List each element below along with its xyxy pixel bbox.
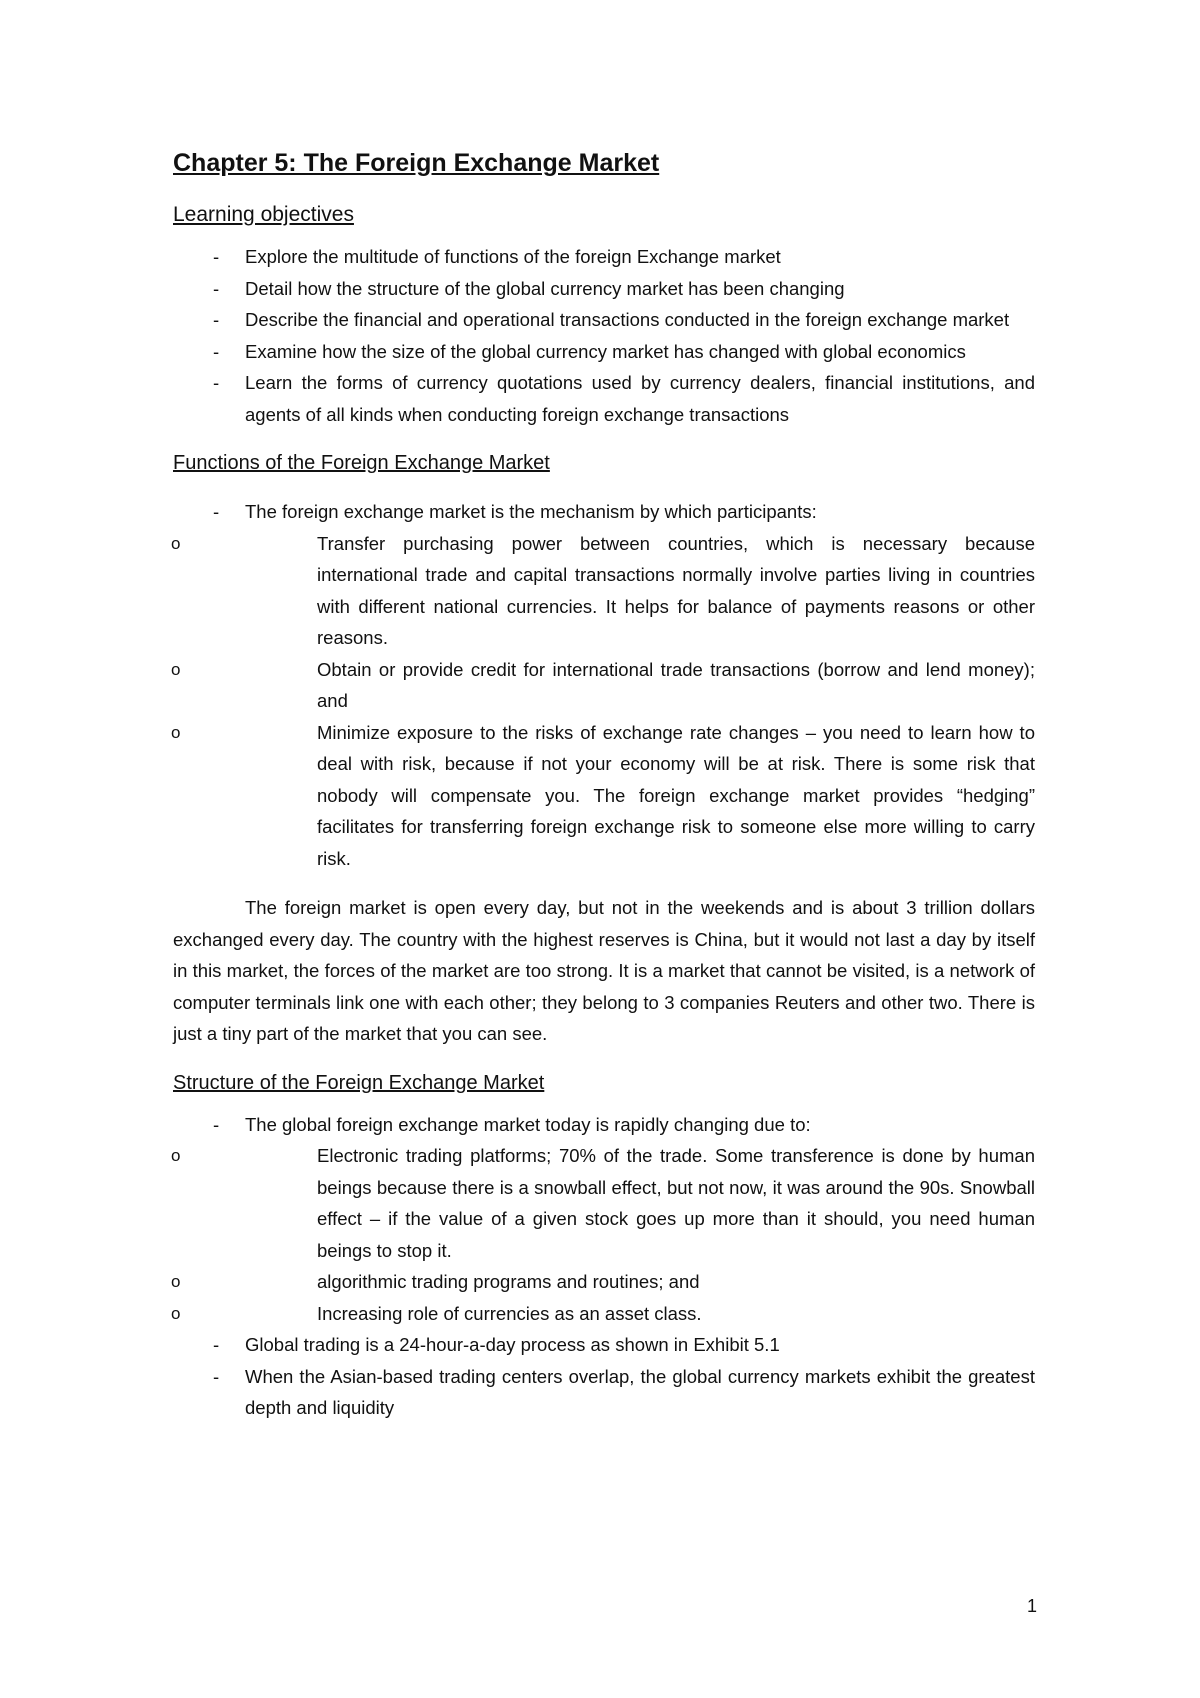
circle-bullet: o bbox=[171, 1272, 181, 1291]
objective-text: Describe the financial and operational transactions conducted in the foreign exchange market bbox=[245, 309, 1010, 330]
dash-bullet: - bbox=[213, 1113, 220, 1135]
list-item bbox=[171, 1266, 1035, 1298]
circle-bullet: o bbox=[171, 659, 181, 679]
list-item bbox=[173, 304, 1035, 336]
learning-objectives-list bbox=[173, 241, 1035, 430]
list-item bbox=[171, 717, 1035, 875]
function-text: Minimize exposure to the risks of exchange rate changes – you need to learn how to deal with risk, because if not your economy will be at risk. There is some risk that nobody will compensate you. The foreign exchange market provides “hedging” facilitates for transferring foreign exchange risk to someone else more willing to carry risk. bbox=[317, 721, 1035, 869]
objective-text: Learn the forms of currency quotations used by currency dealers, financial institutions, and agents of all kinds when conducting foreign exchange transactions bbox=[245, 372, 1035, 425]
list-item bbox=[171, 528, 1035, 654]
list-item bbox=[171, 1140, 1035, 1266]
structure-sublist bbox=[171, 1140, 1035, 1329]
structure-text: Electronic trading platforms; 70% of the trade. Some transference is done by human beings because there is a snowball effect, but not now, it was around the 90s. Snowball effect – if the value of a given stock goes up more than it should, you need human beings to stop it. bbox=[317, 1145, 1035, 1261]
objective-text: Explore the multitude of functions of the foreign Exchange market bbox=[245, 246, 781, 267]
dash-bullet: - bbox=[213, 340, 220, 362]
functions-sublist bbox=[171, 528, 1035, 875]
objective-text: Detail how the structure of the global currency market has been changing bbox=[245, 277, 845, 299]
structure-item-text: Global trading is a 24-hour-a-day process as shown in Exhibit 5.1 bbox=[245, 1334, 780, 1355]
list-item bbox=[173, 496, 1035, 874]
circle-bullet: o bbox=[171, 533, 181, 553]
list-item bbox=[173, 367, 1035, 430]
list-item bbox=[173, 1361, 1035, 1424]
list-item bbox=[173, 336, 1035, 368]
structure-text: algorithmic trading programs and routines; and bbox=[317, 1271, 700, 1292]
list-item bbox=[173, 1109, 1035, 1330]
list-item bbox=[173, 1329, 1035, 1361]
dash-bullet: - bbox=[213, 1365, 220, 1387]
structure-list bbox=[173, 1109, 1035, 1424]
dash-bullet: - bbox=[213, 501, 220, 522]
function-text: Obtain or provide credit for international trade transactions (borrow and lend money); and bbox=[317, 658, 1035, 711]
dash-bullet: - bbox=[213, 372, 220, 393]
dash-bullet: - bbox=[213, 277, 220, 299]
list-item bbox=[171, 1298, 1035, 1330]
objective-text: Examine how the size of the global currency market has changed with global economics bbox=[245, 340, 966, 362]
dash-bullet: - bbox=[213, 1334, 220, 1355]
circle-bullet: o bbox=[171, 722, 181, 742]
chapter-title: Chapter 5: The Foreign Exchange Market bbox=[173, 149, 660, 177]
circle-bullet: o bbox=[171, 1146, 181, 1165]
page-number: 1 bbox=[1026, 1596, 1037, 1616]
list-item bbox=[171, 654, 1035, 717]
functions-intro: The foreign exchange market is the mechanism by which participants: bbox=[245, 501, 817, 522]
page-content bbox=[173, 146, 1035, 1424]
market-paragraph: The foreign market is open every day, but not in the weekends and is about 3 trillion dollars exchanged every day. The country with the highest reserves is China, but it would not last a day by itself in this market, the forces of the market are too strong. It is a market that cannot be visited, is a network of computer terminals link one with each other; they belong to 3 companies Reuters and other two. There is just a tiny part of the market that you can see. bbox=[173, 897, 1035, 1044]
list-item bbox=[173, 241, 1035, 273]
structure-heading: Structure of the Foreign Exchange Market bbox=[173, 1071, 545, 1094]
structure-intro: The global foreign exchange market today is rapidly changing due to: bbox=[245, 1113, 811, 1135]
function-text: Transfer purchasing power between countries, which is necessary because international trade and capital transactions normally involve parties living in countries with different national currencies. It helps for balance of payments reasons or other reasons. bbox=[317, 532, 1035, 648]
circle-bullet: o bbox=[171, 1303, 181, 1323]
dash-bullet: - bbox=[213, 309, 220, 330]
functions-list bbox=[173, 496, 1035, 874]
learning-objectives-heading: Learning objectives bbox=[173, 203, 354, 226]
functions-heading: Functions of the Foreign Exchange Market bbox=[173, 452, 550, 474]
dash-bullet: - bbox=[213, 246, 220, 267]
structure-item-text: When the Asian-based trading centers overlap, the global currency markets exhibit the greatest depth and liquidity bbox=[245, 1365, 1035, 1418]
structure-text: Increasing role of currencies as an asset class. bbox=[317, 1302, 702, 1324]
list-item bbox=[173, 273, 1035, 305]
